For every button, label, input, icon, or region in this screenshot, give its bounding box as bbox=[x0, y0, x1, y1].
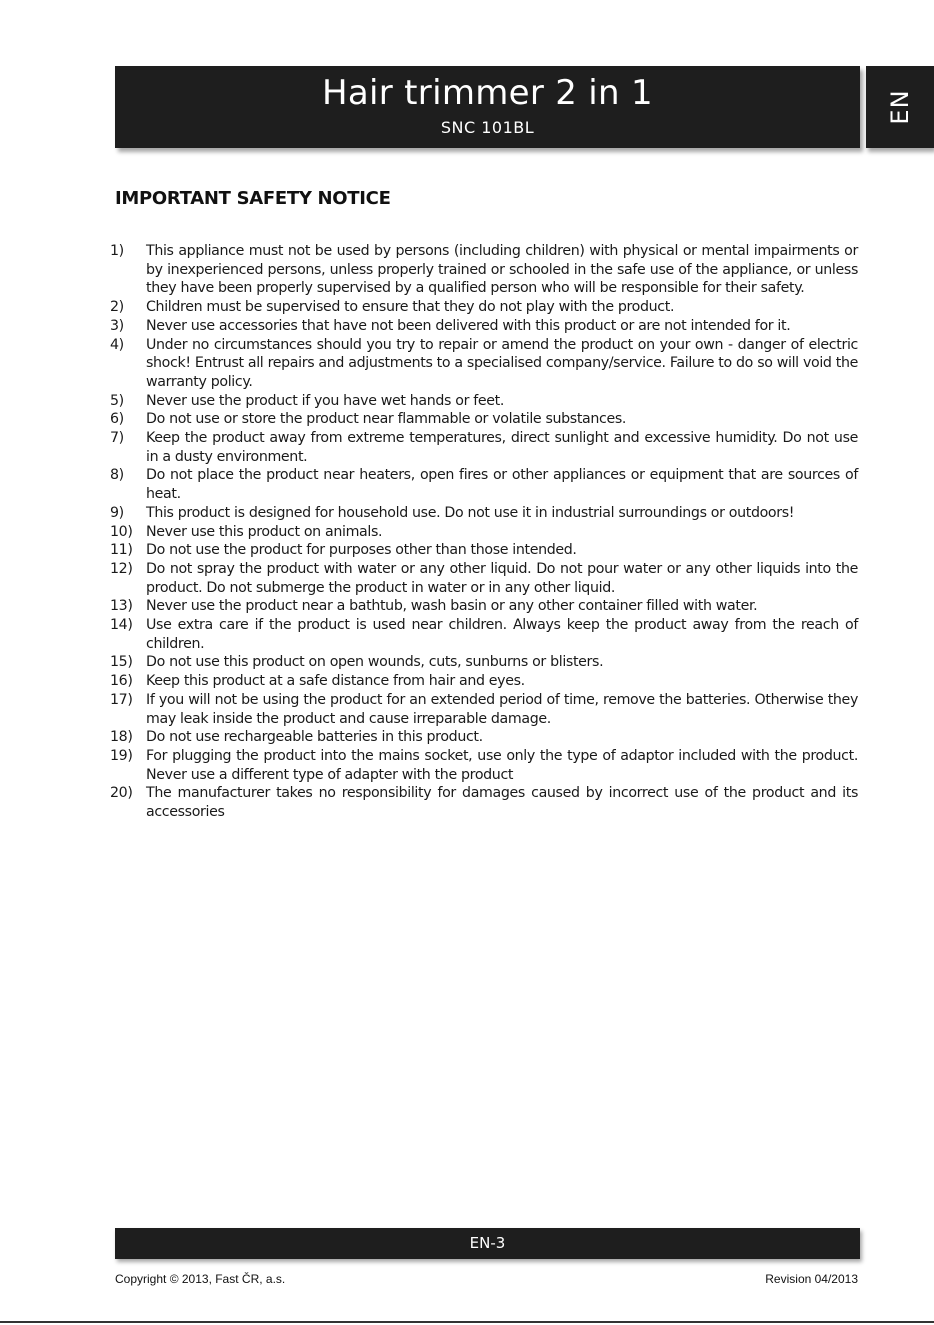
header-banner bbox=[115, 66, 860, 148]
language-tab bbox=[866, 66, 934, 148]
notice-item bbox=[110, 728, 858, 747]
notice-text: Do not use the product for purposes other than those intended. bbox=[146, 542, 577, 559]
notice-text: Never use this product on animals. bbox=[146, 523, 383, 540]
notice-item bbox=[110, 466, 858, 503]
notice-item bbox=[110, 597, 858, 616]
notice-text: Keep the product away from extreme temperatures, direct sunlight and excessive humidity. Do not use in a dusty environment. bbox=[146, 430, 858, 465]
notice-number: 8) bbox=[110, 467, 124, 484]
notice-item bbox=[110, 392, 858, 411]
notice-item bbox=[110, 672, 858, 691]
notice-text: For plugging the product into the mains socket, use only the type of adaptor included with the product. Never use a different type of adapter with the product bbox=[146, 747, 858, 783]
notice-text: Use extra care if the product is used near children. Always keep the product away from the reach of children. bbox=[146, 617, 858, 652]
notice-text: Keep this product at a safe distance from hair and eyes. bbox=[146, 673, 525, 690]
notice-number: 18) bbox=[110, 729, 133, 746]
notice-number: 7) bbox=[110, 430, 124, 447]
notice-item bbox=[110, 242, 858, 298]
notice-number: 4) bbox=[110, 336, 124, 353]
notice-item bbox=[110, 523, 858, 542]
notice-text: Do not use rechargeable batteries in this product. bbox=[146, 729, 483, 746]
notice-number: 10) bbox=[110, 523, 133, 540]
notice-item bbox=[110, 747, 858, 784]
notice-text: If you will not be using the product for an extended period of time, remove the batteries. Otherwise they may leak inside the product and cause irreparable damage. bbox=[146, 691, 858, 727]
language-label: EN bbox=[886, 89, 914, 125]
notice-item bbox=[110, 410, 858, 429]
notice-number: 6) bbox=[110, 411, 124, 428]
revision-text: Revision 04/2013 bbox=[765, 1272, 858, 1286]
bottom-rule bbox=[0, 1321, 934, 1323]
page-number: EN-3 bbox=[469, 1234, 506, 1252]
notice-text: This product is designed for household use. Do not use it in industrial surroundings or outdoors! bbox=[146, 504, 795, 521]
notice-text: Never use accessories that have not been delivered with this product or are not intended for it. bbox=[146, 317, 791, 334]
notice-item bbox=[110, 504, 858, 523]
notice-text: Do not place the product near heaters, open fires or other appliances or equipment that are sources of heat. bbox=[146, 467, 858, 503]
notice-text: Do not use this product on open wounds, cuts, sunburns or blisters. bbox=[146, 654, 604, 671]
notice-text: Children must be supervised to ensure that they do not play with the product. bbox=[146, 299, 675, 316]
notice-item bbox=[110, 298, 858, 317]
notice-text: This appliance must not be used by persons (including children) with physical or mental impairments or by inexperienced persons, unless properly trained or schooled in the safe use of the appliance, or unless they have been properly supervised by a qualified person who will be responsible for their safety. bbox=[146, 243, 858, 297]
notice-item bbox=[110, 317, 858, 336]
notice-text: The manufacturer takes no responsibility for damages caused by incorrect use of the product and its accessories bbox=[146, 785, 858, 821]
notice-item bbox=[110, 541, 858, 560]
notice-text: Do not spray the product with water or any other liquid. Do not pour water or any other liquids into the product. Do not submerge the product in water or in any other liquid. bbox=[146, 560, 858, 596]
notice-number: 13) bbox=[110, 598, 133, 615]
notice-item bbox=[110, 336, 858, 392]
notice-text: Under no circumstances should you try to repair or amend the product on your own - danger of electric shock! Entrust all repairs and adjustments to a specialised company/service. Failure to do so will void the warranty policy. bbox=[146, 336, 858, 390]
notice-number: 19) bbox=[110, 747, 133, 764]
copyright-text: Copyright © 2013, Fast ČR, a.s. bbox=[115, 1272, 286, 1286]
notice-number: 14) bbox=[110, 617, 133, 634]
model-number: SNC 101BL bbox=[440, 118, 535, 137]
notice-number: 9) bbox=[110, 504, 124, 521]
notice-number: 12) bbox=[110, 560, 133, 577]
safety-notice-list bbox=[110, 242, 858, 822]
notice-text: Do not use or store the product near flammable or volatile substances. bbox=[146, 411, 627, 428]
notice-number: 11) bbox=[110, 542, 133, 559]
notice-number: 17) bbox=[110, 691, 133, 708]
notice-number: 16) bbox=[110, 673, 133, 690]
notice-item bbox=[110, 616, 858, 653]
notice-number: 5) bbox=[110, 392, 124, 409]
notice-item bbox=[110, 653, 858, 672]
page-number-bar bbox=[115, 1228, 860, 1259]
notice-number: 3) bbox=[110, 317, 124, 334]
notice-number: 2) bbox=[110, 299, 124, 316]
notice-item bbox=[110, 429, 858, 466]
notice-item bbox=[110, 784, 858, 821]
notice-number: 1) bbox=[110, 243, 124, 259]
notice-item bbox=[110, 560, 858, 597]
section-heading: IMPORTANT SAFETY NOTICE bbox=[115, 188, 391, 209]
notice-number: 15) bbox=[110, 654, 133, 671]
notice-text: Never use the product if you have wet hands or feet. bbox=[146, 392, 504, 409]
notice-text: Never use the product near a bathtub, wash basin or any other container filled with water. bbox=[146, 598, 758, 615]
notice-item bbox=[110, 691, 858, 728]
notice-number: 20) bbox=[110, 785, 133, 802]
document-title: Hair trimmer 2 in 1 bbox=[322, 73, 653, 113]
